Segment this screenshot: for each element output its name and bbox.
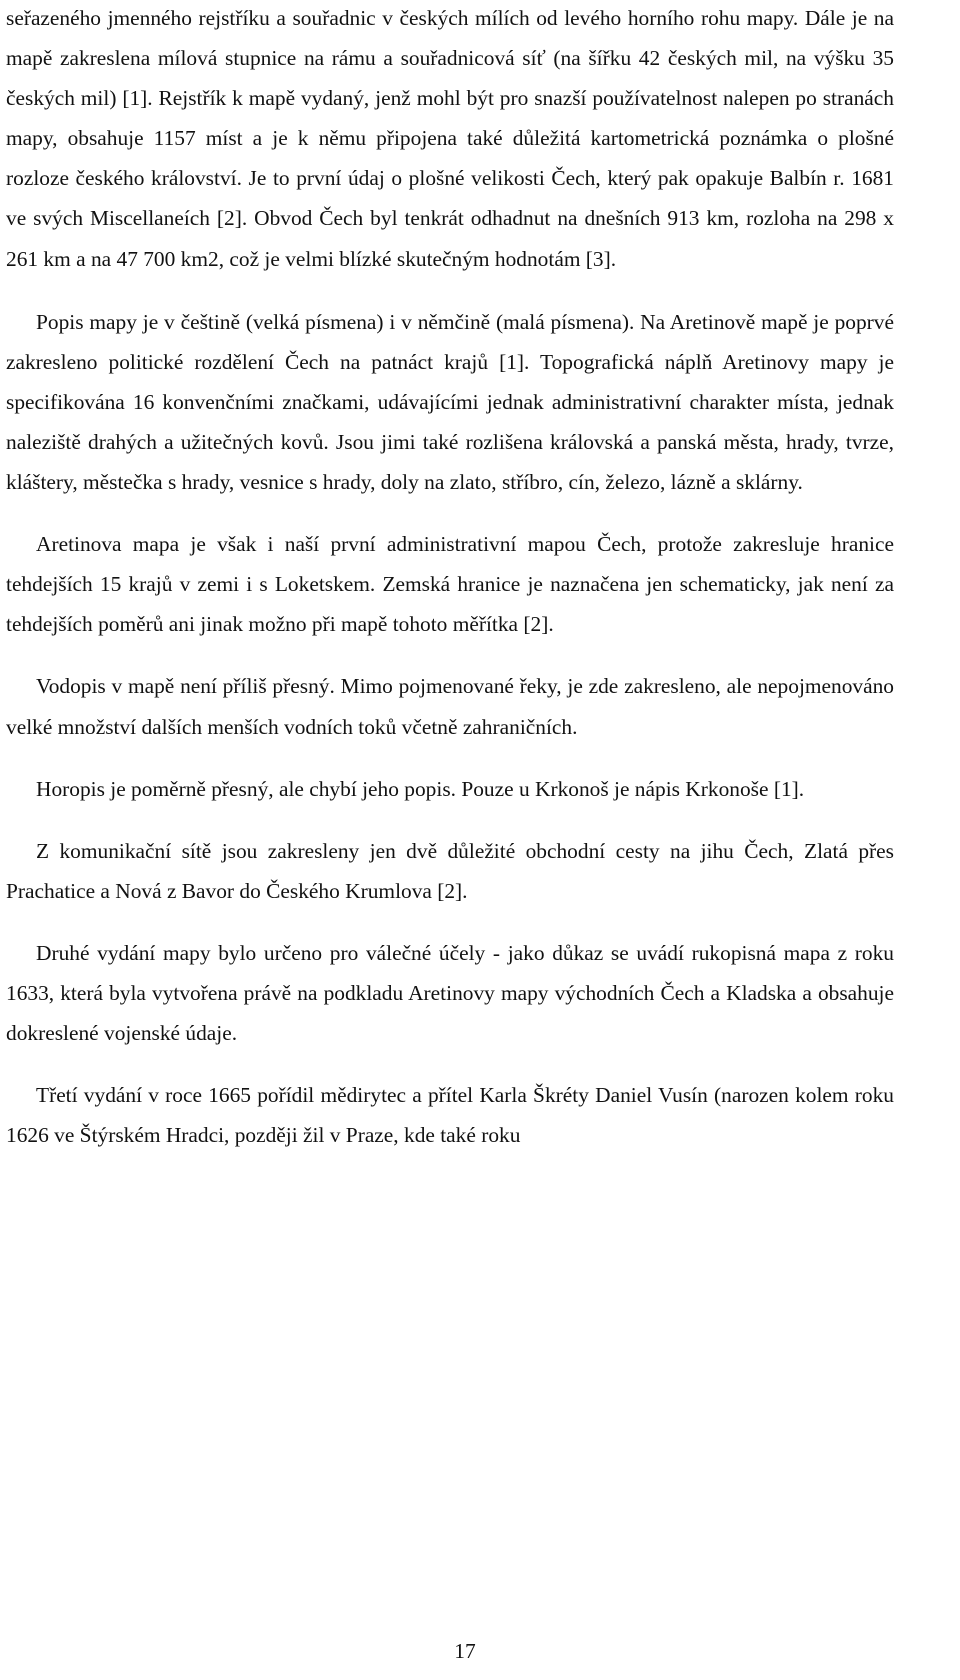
paragraph-administrative-map: Aretinova mapa je však i naší první administrativní mapou Čech, protože zakresluje hranice tehdejších 15 krajů v zemi i s Loketskem. Zemská hranice je naznačena jen schematicky, jak není za tehdejších poměrů ani jinak možno při mapě tohoto měřítka [2]. xyxy=(6,532,894,637)
paragraph-third-edition: Třetí vydání v roce 1665 pořídil mědirytec a přítel Karla Škréty Daniel Vusín (narozen kolem roku 1626 ve Štýrském Hradci, později žil v Praze, kde také roku xyxy=(6,1083,894,1148)
paragraph-hydrography: Vodopis v mapě není příliš přesný. Mimo pojmenované řeky, je zde zakresleno, ale nepojmenováno velké množství dalších menších vodních toků včetně zahraničních. xyxy=(6,674,894,739)
paragraph-map-index: seřazeného jmenného rejstříku a souřadnic v českých mílích od levého horního rohu mapy. Dále je na mapě zakreslena mílová stupnice na rámu a souřadnicová síť (na šířku 42 českých mil, na výšku 35 českých mil) [1]. Rejstřík k mapě vydaný, jenž mohl být pro snazší používatelnost nalepen po stranách mapy, obsahuje 1157 míst a je k němu připojena také důležitá kartometrická poznámka o plošné rozloze českého království. Je to první údaj o plošné velikosti Čech, který pak opakuje Balbín r. 1681 ve svých Miscellaneích [2]. Obvod Čech byl tenkrát odhadnut na dnešních 913 km, rozloha na 298 x 261 km a na 47 700 km2, což je velmi blízké skutečným hodnotám [3]. xyxy=(6,6,894,271)
page-number: 17 xyxy=(454,1639,476,1663)
document-page xyxy=(6,0,894,1155)
paragraph-second-edition: Druhé vydání mapy bylo určeno pro válečné účely - jako důkaz se uvádí rukopisná mapa z roku 1633, která byla vytvořena právě na podkladu Aretinovy mapy východních Čech a Kladska a obsahuje dokreslené vojenské údaje. xyxy=(6,940,894,1046)
paragraph-orography: Horopis je poměrně přesný, ale chybí jeho popis. Pouze u Krkonoš je nápis Krkonoše [1]. xyxy=(36,776,805,801)
paragraph-communication-network: Z komunikační sítě jsou zakresleny jen dvě důležité obchodní cesty na jihu Čech, Zlatá přes Prachatice a Nová z Bavor do Českého Krumlova [2]. xyxy=(6,838,894,903)
paragraph-map-description: Popis mapy je v češtině (velká písmena) i v němčině (malá písmena). Na Aretinově mapě je poprvé zakresleno politické rozdělení Čech na patnáct krajů [1]. Topografická náplň Aretinovy mapy je specifikována 16 konvenčními značkami, udávajícími jednak administrativní charakter místa, jednak naleziště drahých a užitečných kovů. Jsou jimi také rozlišena královská a panská města, hrady, tvrze, kláštery, městečka s hrady, vesnice s hrady, doly na zlato, stříbro, cín, železo, lázně a sklárny. xyxy=(6,309,894,495)
